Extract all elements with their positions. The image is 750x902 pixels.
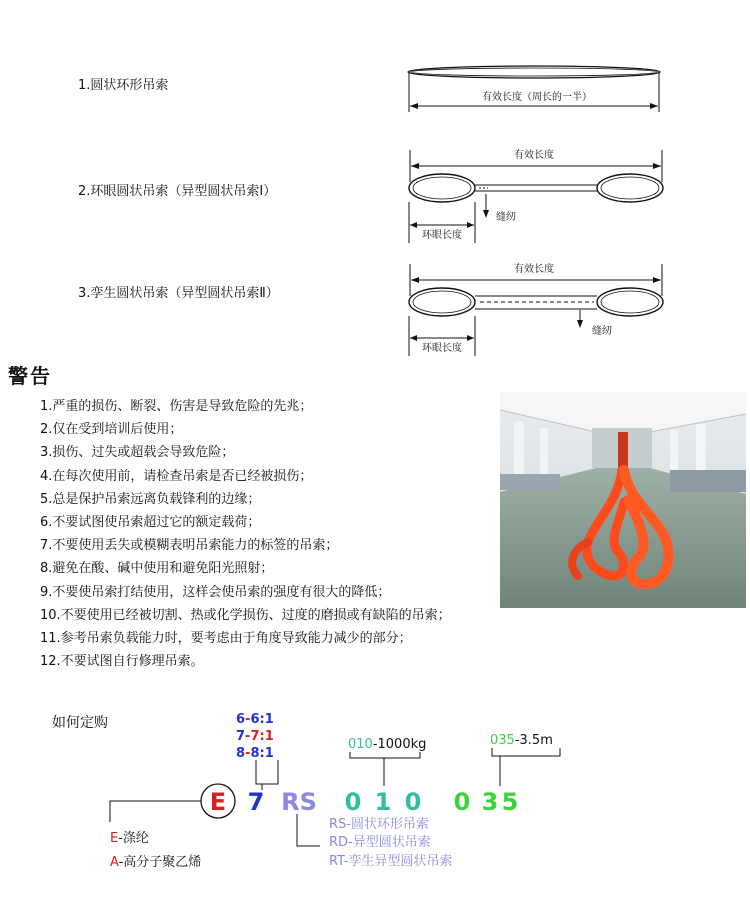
code-load-1: 0	[344, 788, 362, 816]
safety-factor-7: 7-7:1	[236, 729, 274, 744]
sling-2-title: 2.环眼圆状吊索（异型圆状吊索Ⅰ）	[78, 184, 277, 199]
sling-2-effective-label: 有效长度	[514, 150, 554, 161]
warning-item: 4.在每次使用前，请检查吊索是否已经被损伤；	[40, 468, 313, 484]
warning-item: 3.损伤、过失或超载会导致危险；	[40, 445, 235, 461]
warning-list	[40, 395, 451, 673]
warning-title: 警告	[8, 364, 52, 388]
type-rt: RT-孪生异型圆状吊索	[329, 854, 453, 869]
sling-3-title: 3.孪生圆状吊索（异型圆状吊索Ⅱ）	[78, 286, 279, 301]
warning-item: 10.不要使用已经被切割、热或化学损伤、过度的磨损或有缺陷的吊索；	[40, 607, 451, 623]
sling-1-title: 1.圆状环形吊索	[78, 78, 169, 93]
code-material: E	[209, 788, 227, 816]
code-length-1: 0	[453, 788, 471, 816]
code-factor: 7	[247, 788, 265, 816]
code-type: RS	[281, 788, 317, 816]
warning-item: 7.不要使用丢失或模糊表明吊索能力的标签的吊索；	[40, 538, 339, 554]
sling-2-eye-label: 环眼长度	[422, 230, 462, 241]
warning-item: 6.不要试图使吊索超过它的额定载荷；	[40, 515, 261, 531]
material-polyester: E-涤纶	[110, 831, 149, 846]
code-length-2: 3	[481, 788, 499, 816]
sling-1-effective-label: 有效长度（周长的一半）	[482, 92, 592, 103]
type-rs: RS-圆状环形吊索	[329, 817, 429, 832]
warning-item: 11.参考吊索负载能力时，要考虑由于角度导致能力减少的部分；	[40, 631, 412, 647]
order-code-diagram	[0, 700, 750, 900]
code-load-2: 1	[374, 788, 392, 816]
warning-item: 2.仅在受到培训后使用；	[40, 422, 183, 438]
sling-1-diagram	[400, 58, 670, 118]
material-polyethylene: A-高分子聚乙烯	[110, 855, 202, 870]
warning-item: 9.不要使吊索打结使用，这样会使吊索的强度有很大的降低；	[40, 584, 391, 600]
warning-item: 5.总是保护吊索远离负载锋利的边缘；	[40, 491, 261, 507]
warning-item: 1.严重的损伤、断裂、伤害是导致危险的先兆；	[40, 399, 313, 414]
sling-3-stitch-label: 缝纫	[592, 326, 612, 337]
sling-3-effective-label: 有效长度	[514, 264, 554, 275]
order-title: 如何定购	[52, 715, 108, 731]
warning-item: 12.不要试图自行修理吊索。	[40, 654, 204, 670]
safety-factor-8: 8-8:1	[236, 746, 274, 761]
warning-item: 8.避免在酸、碱中使用和避免阳光照射；	[40, 561, 274, 577]
code-length-3: 5	[501, 788, 519, 816]
length-range: 035-3.5m	[490, 733, 553, 748]
sling-3-eye-label: 环眼长度	[422, 343, 462, 354]
sling-2-diagram	[400, 140, 675, 250]
load-range: 010-1000kg	[348, 737, 427, 752]
factory-photo	[500, 392, 746, 608]
type-rd: RD-异型圆状吊索	[329, 835, 431, 850]
code-load-3: 0	[404, 788, 422, 816]
safety-factor-6: 6-6:1	[236, 712, 274, 727]
sling-3-diagram	[400, 256, 675, 360]
sling-2-stitch-label: 缝纫	[496, 212, 516, 223]
